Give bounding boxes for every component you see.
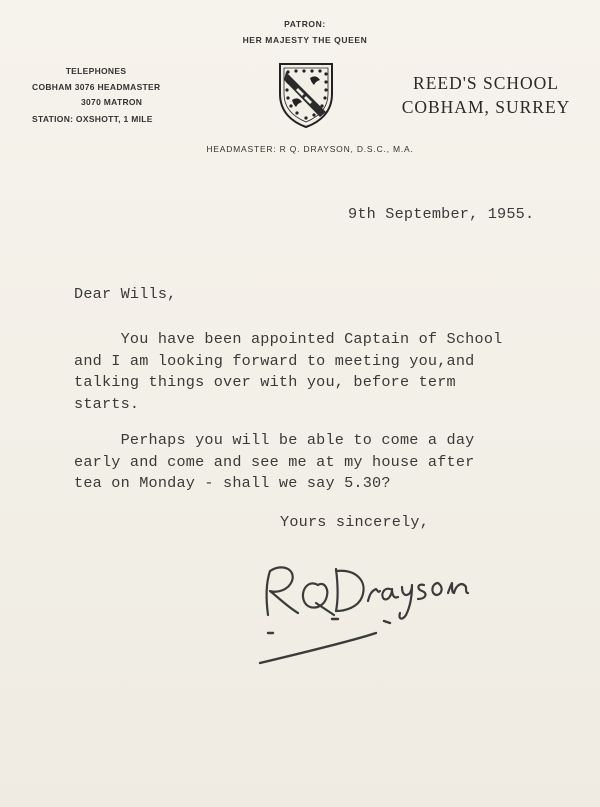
telephone-line-matron: 3070 MATRON — [81, 97, 143, 107]
station-line: STATION: OXSHOTT, 1 MILE — [32, 113, 153, 124]
handwritten-signature — [252, 545, 482, 670]
letter-date: 9th September, 1955. — [348, 205, 535, 223]
school-address — [386, 71, 586, 119]
letter-paragraph-2: Perhaps you will be able to come a day early and come and see me at my house after tea on Monday - shall we say 5.30? — [74, 431, 475, 492]
school-name: REED'S SCHOOL — [413, 73, 559, 93]
school-location: COBHAM, SURREY — [401, 97, 571, 117]
telephone-block — [32, 64, 182, 127]
letter-paragraph-1: You have been appointed Captain of School and I am looking forward to meeting you,and talking things over with you, before term starts. — [74, 330, 503, 413]
letter-salutation: Dear Wills, — [74, 285, 177, 303]
telephones-title: TELEPHONES — [65, 66, 127, 76]
letter-closing: Yours sincerely, — [280, 513, 430, 531]
patron-label: PATRON: — [284, 19, 326, 29]
school-crest-icon — [276, 60, 336, 130]
patron-name: HER MAJESTY THE QUEEN — [242, 35, 368, 45]
telephone-line-headmaster: COBHAM 3076 HEADMASTER — [32, 81, 161, 92]
headmaster-line: HEADMASTER: R Q. DRAYSON, D.S.C., M.A. — [206, 144, 414, 154]
